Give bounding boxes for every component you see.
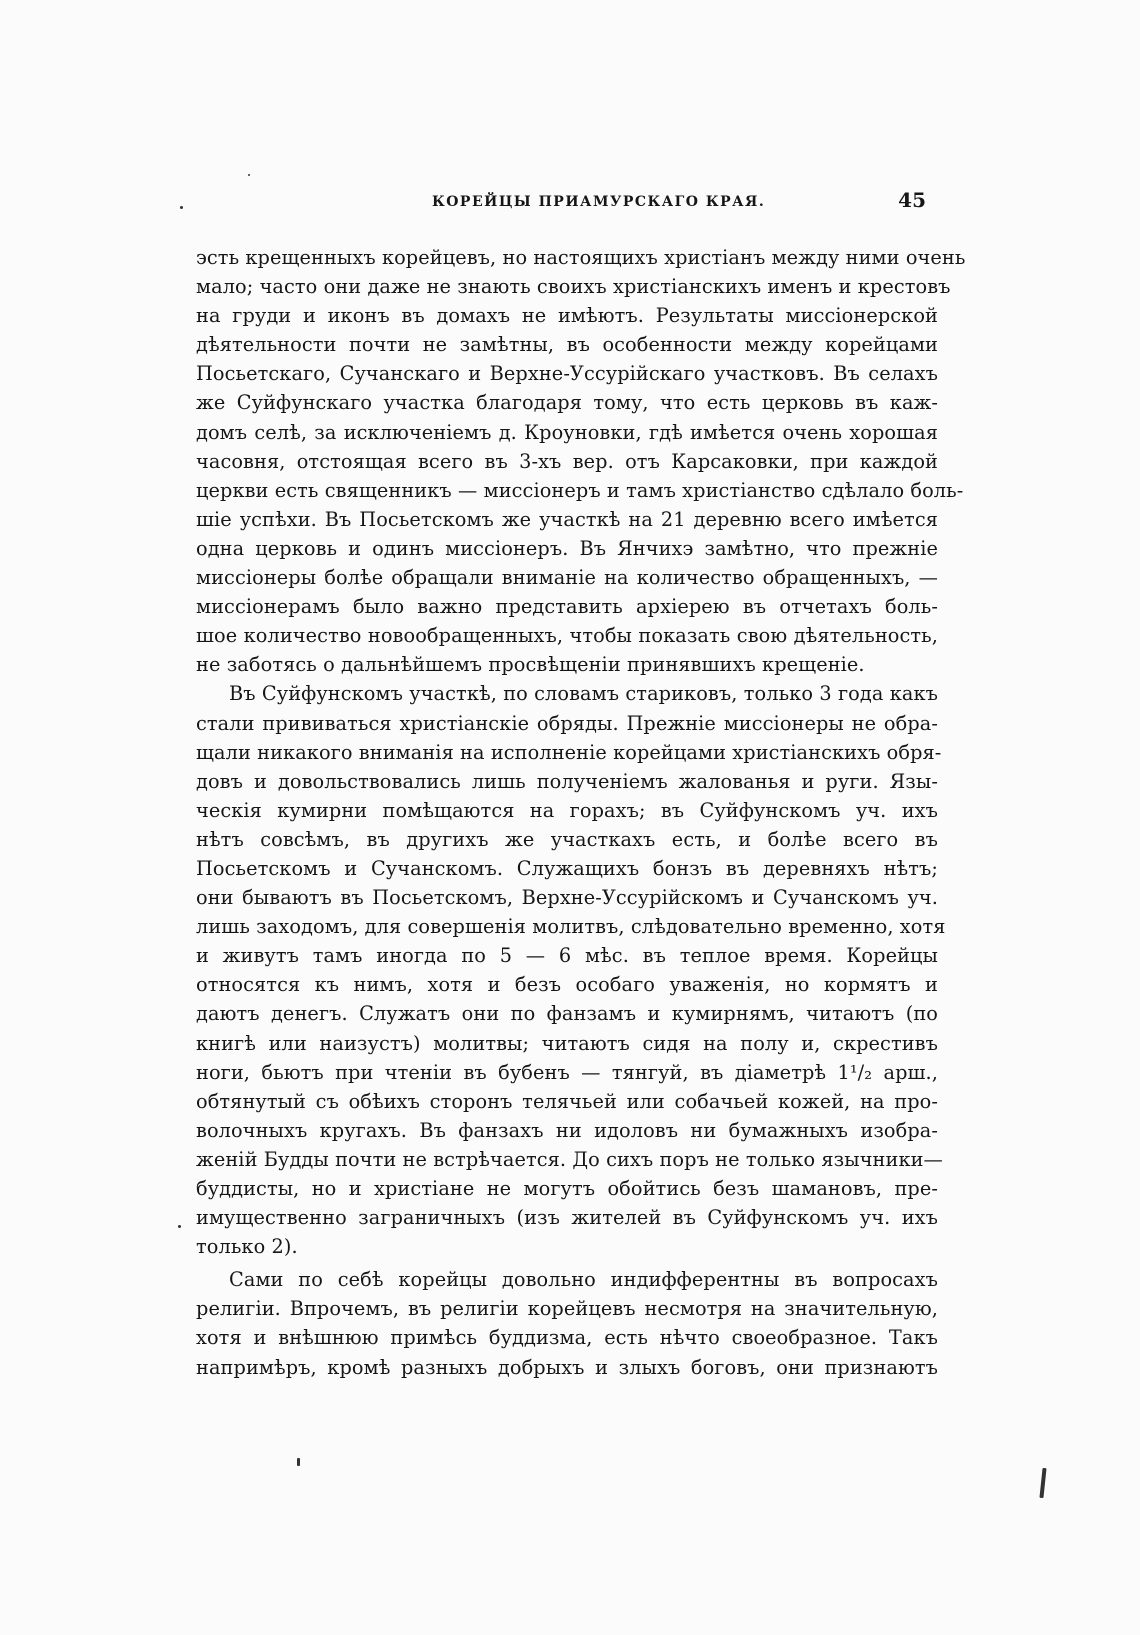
text-line: и живутъ тамъ иногда по 5 — 6 мѣс. въ теплое время. Корейцы — [196, 944, 938, 968]
text-line: только 2). — [196, 1235, 298, 1259]
text-line: церкви есть священникъ — миссіонеръ и тамъ христіанство сдѣлало боль- — [196, 478, 964, 502]
text-line: имущественно заграничныхъ (изъ жителей въ Суйфунскомъ уч. ихъ — [196, 1206, 938, 1230]
scan-speck — [1039, 1468, 1046, 1498]
scan-speck — [178, 1225, 181, 1228]
text-line: миссіонеры болѣе обращали вниманіе на количество обращенныхъ, — — [196, 566, 938, 590]
text-line: шіе успѣхи. Въ Посьетскомъ же участкѣ на 21 деревню всего имѣется — [196, 507, 938, 531]
text-line: Сами по себѣ корейцы довольно индифферентны въ вопросахъ — [229, 1268, 938, 1292]
text-line: Посьетскомъ и Сучанскомъ. Служащихъ бонзъ въ деревняхъ нѣтъ; — [196, 856, 938, 880]
text-line: волочныхъ кругахъ. Въ фанзахъ ни идоловъ ни бумажныхъ изобра- — [196, 1118, 938, 1142]
text-line: ческія кумирни помѣщаются на горахъ; въ Суйфунскомъ уч. ихъ — [196, 798, 938, 822]
text-line: стали прививаться христіанскіе обряды. Прежніе миссіонеры не обра- — [196, 711, 938, 735]
text-line: не заботясь о дальнѣйшемъ просвѣщеніи принявшихъ крещеніе. — [196, 653, 865, 677]
text-line: ноги, бьютъ при чтеніи въ бубенъ — тянгуй, въ діаметрѣ 1¹/₂ арш., — [196, 1060, 938, 1084]
text-line: нѣтъ совсѣмъ, въ другихъ же участкахъ есть, и болѣе всего въ — [196, 827, 938, 851]
text-line: довъ и довольствовались лишь полученіемъ жалованья и руги. Язы- — [196, 769, 938, 793]
body-text — [196, 243, 966, 1382]
text-line: напримѣръ, кромѣ разныхъ добрыхъ и злыхъ боговъ, они признаютъ — [196, 1355, 938, 1379]
text-line: домъ селѣ, за исключеніемъ д. Кроуновки, гдѣ имѣется очень хорошая — [196, 420, 938, 444]
text-line: обтянутый съ обѣихъ сторонъ телячьей или собачьей кожей, на про- — [196, 1089, 938, 1113]
text-line: они бываютъ въ Посьетскомъ, Верхне-Уссурійскомъ и Сучанскомъ уч. — [196, 886, 938, 910]
text-line: шое количество новообращенныхъ, чтобы показать свою дѣятельность, — [196, 624, 938, 648]
text-line: одна церковь и одинъ миссіонеръ. Въ Янчихэ замѣтно, что прежніе — [196, 536, 938, 560]
text-line: же Суйфунскаго участка благодаря тому, что есть церковь въ каж- — [196, 391, 938, 415]
text-line: миссіонерамъ было важно представить архіерею въ отчетахъ боль- — [196, 595, 938, 619]
text-line: хотя и внѣшнюю примѣсь буддизма, есть нѣчто своеобразное. Такъ — [196, 1326, 938, 1350]
text-line: Въ Суйфунскомъ участкѣ, по словамъ стариковъ, только 3 года какъ — [229, 682, 938, 706]
text-line: буддисты, но и христіане не могутъ обойтись безъ шамановъ, пре- — [196, 1177, 938, 1200]
text-line: религіи. Впрочемъ, въ религіи корейцевъ несмотря на значительную, — [196, 1297, 938, 1321]
text-line: на груди и иконъ въ домахъ не имѣютъ. Результаты миссіонерской — [196, 304, 938, 328]
text-line: женій Будды почти не встрѣчается. До сихъ поръ не только язычники— — [196, 1147, 943, 1171]
text-line: книгѣ или наизустъ) молитвы; читаютъ сидя на полу и, скрестивъ — [196, 1031, 938, 1055]
text-line: эсть крещенныхъ корейцевъ, но настоящихъ христіанъ между ними очень — [196, 246, 966, 269]
paragraph-1 — [196, 243, 966, 679]
page-header — [180, 190, 940, 220]
running-title: КОРЕЙЦЫ ПРИАМУРСКАГО КРАЯ. — [432, 194, 766, 210]
text-line: Посьетскаго, Сучанскаго и Верхне-Уссурійскаго участковъ. Въ селахъ — [196, 362, 938, 386]
scan-speck — [248, 174, 250, 176]
text-line: щали никакого вниманія на исполненіе корейцами христіанскихъ обря- — [196, 740, 942, 764]
text-line: относятся къ нимъ, хотя и безъ особаго уваженія, но кормятъ и — [196, 973, 938, 997]
page-number: 45 — [898, 188, 926, 212]
text-line: часовня, отстоящая всего въ 3-хъ вер. отъ Карсаковки, при каждой — [196, 449, 938, 473]
text-line: лишь заходомъ, для совершенія молитвъ, слѣдовательно временно, хотя — [196, 915, 946, 939]
paragraph-2 — [196, 679, 946, 1261]
text-line: мало; часто они даже не знають своихъ христіанскихъ именъ и крестовъ — [196, 275, 951, 299]
text-line: дѣятельности почти не замѣтны, въ особенности между корейцами — [196, 333, 938, 357]
paragraph-3 — [196, 1265, 938, 1381]
text-line: даютъ денегъ. Служатъ они по фанзамъ и кумирнямъ, читаютъ (по — [196, 1002, 938, 1026]
scan-speck — [180, 206, 183, 209]
scan-speck — [297, 1458, 300, 1466]
